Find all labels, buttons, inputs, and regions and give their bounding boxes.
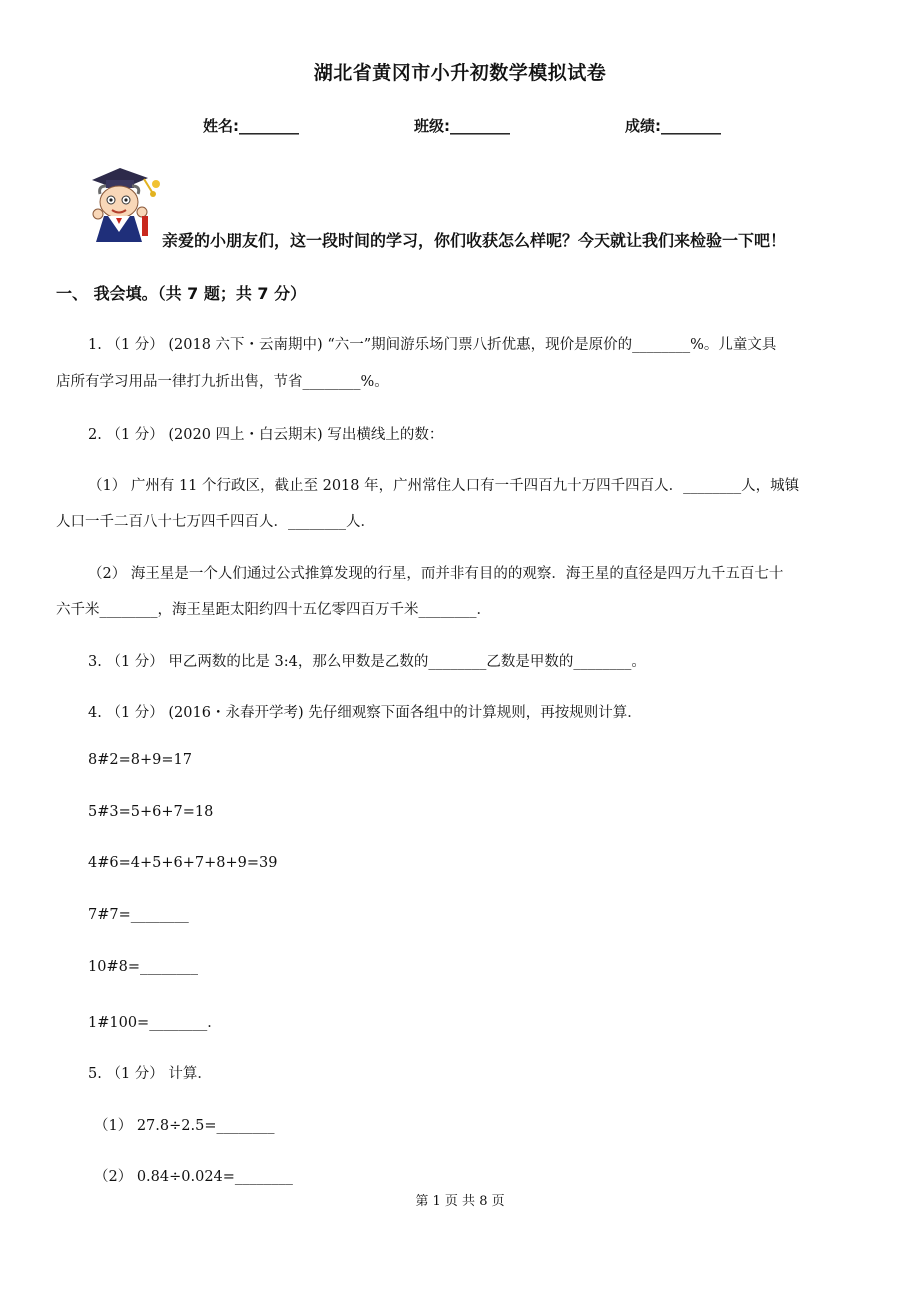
question-4-blank-1: 7#7=________ — [88, 907, 189, 923]
question-3: 3. （1 分） 甲乙两数的比是 3:4，那么甲数是乙数的________乙数是甲数的________。 — [88, 654, 646, 670]
question-1-line-1: 1. （1 分） (2018 六下・云南期中) “六一”期间游乐场门票八折优惠，现价是原价的________%。儿童文具 — [88, 337, 777, 353]
question-5-2: （2） 0.84÷0.024=________ — [94, 1169, 293, 1185]
question-5-prompt: 5. （1 分） 计算． — [88, 1066, 212, 1082]
class-field-label: 班级:________ — [414, 117, 510, 135]
question-5-1: （1） 27.8÷2.5=________ — [94, 1118, 275, 1134]
question-4-example-2: 5#3=5+6+7=18 — [88, 804, 214, 820]
page-title: 湖北省黄冈市小升初数学模拟试卷 — [313, 62, 607, 84]
question-2-2-line-1: （2） 海王星是一个人们通过公式推算发现的行星，而并非有目的的观察．海王星的直径是四万九千五百七十 — [88, 566, 784, 582]
score-field-label: 成绩:________ — [625, 117, 721, 135]
question-4-blank-3: 1#100=________． — [88, 1015, 222, 1031]
question-2-1-line-2: 人口一千二百八十七万四千四百人．________人． — [56, 514, 375, 530]
mascot-doctor-hat-icon — [86, 166, 166, 244]
name-field-label: 姓名:________ — [203, 117, 299, 135]
question-4-example-3: 4#6=4+5+6+7+8+9=39 — [88, 855, 278, 871]
page-footer: 第 1 页 共 8 页 — [415, 1194, 505, 1209]
question-2-prompt: 2. （1 分） (2020 四上・白云期末) 写出横线上的数： — [88, 427, 444, 443]
question-2-2-line-2: 六千米________，海王星距太阳约四十五亿零四百万千米________． — [56, 602, 491, 618]
greeting-text: 亲爱的小朋友们，这一段时间的学习，你们收获怎么样呢？今天就让我们来检验一下吧！ — [162, 231, 787, 250]
question-4-example-1: 8#2=8+9=17 — [88, 752, 192, 768]
question-1-line-2: 店所有学习用品一律打九折出售，节省________%。 — [56, 374, 389, 390]
question-2-1-line-1: （1） 广州有 11 个行政区，截止至 2018 年，广州常住人口有一千四百九十万四千四百人．________人，城镇 — [88, 478, 800, 494]
question-4-prompt: 4. （1 分） (2016・永春开学考) 先仔细观察下面各组中的计算规则，再按规则计算． — [88, 705, 642, 721]
question-4-blank-2: 10#8=________ — [88, 959, 198, 975]
section-heading: 一、 我会填。（共 7 题；共 7 分） — [56, 284, 307, 303]
